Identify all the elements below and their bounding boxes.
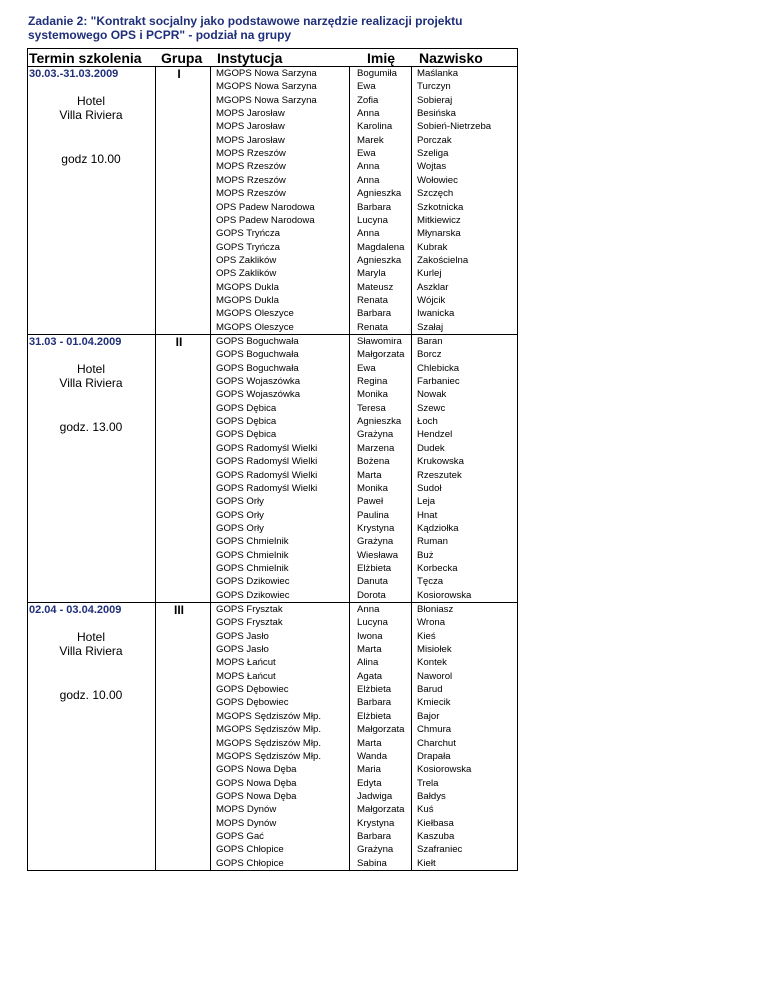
participant-row [27, 80, 518, 93]
institution-cell: MGOPS Sędziszów Młp. [216, 710, 322, 722]
first-name-cell: Lucyna [357, 617, 388, 629]
participant-row [27, 643, 518, 656]
last-name-cell: Baran [417, 336, 443, 347]
institution-cell: MOPS Łańcut [216, 657, 276, 669]
last-name-cell: Błoniasz [417, 604, 454, 615]
header-group: Grupa [161, 50, 203, 66]
institution-cell: GOPS Radomyśl Wielki [216, 442, 318, 454]
first-name-cell: Marta [357, 469, 382, 481]
participant-row [27, 174, 518, 187]
participant-row [27, 817, 518, 830]
last-name-cell: Turczyn [417, 81, 451, 93]
first-name-cell: Maria [357, 764, 381, 776]
last-name-cell: Buż [417, 549, 434, 561]
training-place: Hotel Villa Riviera [59, 94, 123, 122]
table-header [27, 48, 518, 67]
institution-cell: GOPS Gać [216, 830, 264, 842]
institution-cell: MGOPS Oleszyce [216, 308, 294, 320]
last-name-cell: Kmiecik [417, 697, 451, 709]
last-name-cell: Mitkiewicz [417, 214, 461, 226]
group-table [27, 48, 518, 871]
participant-row [27, 723, 518, 736]
institution-cell: GOPS Boguchwała [216, 349, 299, 361]
first-name-cell: Barbara [357, 830, 392, 842]
participant-row [27, 375, 518, 388]
last-name-cell: Hendzel [417, 429, 453, 441]
last-name-cell: Kiełt [417, 857, 436, 869]
last-name-cell: Borcz [417, 349, 442, 361]
participant-row [27, 575, 518, 588]
participant-row [27, 67, 518, 80]
participant-row [27, 750, 518, 763]
last-name-cell: Charchut [417, 737, 456, 749]
training-place: Hotel Villa Riviera [59, 362, 123, 390]
training-time: godz. 13.00 [59, 420, 123, 434]
participant-row [27, 94, 518, 107]
last-name-cell: Chlebicka [417, 362, 460, 374]
institution-cell: OPS Padew Narodowa [216, 214, 315, 226]
institution-cell: GOPS Chmielnik [216, 549, 289, 561]
last-name-cell: Kosiorowska [417, 764, 472, 776]
participant-row [27, 603, 518, 616]
institution-cell: GOPS Chłopice [216, 857, 284, 869]
first-name-cell: Monika [357, 482, 388, 494]
last-name-cell: Drapała [417, 750, 451, 762]
participant-row [27, 241, 518, 254]
participant-row [27, 670, 518, 683]
last-name-cell: Zakościelna [417, 254, 469, 266]
first-name-cell: Małgorzata [357, 804, 405, 816]
participant-row [27, 267, 518, 280]
first-name-cell: Renata [357, 294, 388, 306]
last-name-cell: Dudek [417, 442, 445, 454]
first-name-cell: Dorota [357, 589, 386, 601]
first-name-cell: Grażyna [357, 429, 394, 441]
participant-row [27, 120, 518, 133]
last-name-cell: Wrona [417, 617, 446, 629]
institution-cell: MGOPS Nowa Sarzyna [216, 81, 317, 93]
last-name-cell: Szeliga [417, 148, 449, 160]
last-name-cell: Tęcza [417, 576, 444, 588]
group-block [27, 66, 518, 335]
last-name-cell: Kaszuba [417, 830, 455, 842]
participant-row [27, 281, 518, 294]
document-title: Zadanie 2: "Kontrakt socjalny jako podstawowe narzędzie realizacji projektu systemowego OPS i PCPR" - podział na grupy [28, 14, 463, 42]
last-name-cell: Wojtas [417, 161, 447, 173]
first-name-cell: Zofia [357, 94, 379, 106]
last-name-cell: Kieś [417, 630, 436, 642]
institution-cell: MOPS Dynów [216, 817, 277, 829]
first-name-cell: Wiesława [357, 549, 399, 561]
first-name-cell: Marek [357, 134, 384, 146]
participant-row [27, 549, 518, 562]
participant-row [27, 683, 518, 696]
first-name-cell: Małgorzata [357, 724, 405, 736]
first-name-cell: Renata [357, 321, 388, 333]
first-name-cell: Marzena [357, 442, 395, 454]
first-name-cell: Danuta [357, 576, 388, 588]
institution-cell: MGOPS Dukla [216, 294, 279, 306]
participant-row [27, 830, 518, 843]
first-name-cell: Elżbieta [357, 684, 392, 696]
institution-cell: GOPS Boguchwała [216, 362, 299, 374]
first-name-cell: Krystyna [357, 522, 395, 534]
institution-cell: MOPS Łańcut [216, 670, 276, 682]
participant-row [27, 763, 518, 776]
first-name-cell: Paulina [357, 509, 390, 521]
last-name-cell: Farbaniec [417, 376, 460, 388]
institution-cell: GOPS Jasło [216, 630, 269, 642]
participant-row [27, 147, 518, 160]
last-name-cell: Iwanicka [417, 308, 455, 320]
last-name-cell: Kosiorowska [417, 589, 472, 601]
participant-row [27, 455, 518, 468]
first-name-cell: Elżbieta [357, 562, 392, 574]
institution-cell: GOPS Orły [216, 522, 264, 534]
institution-cell: MGOPS Dukla [216, 281, 279, 293]
participant-row [27, 696, 518, 709]
table-border-right [517, 48, 518, 871]
first-name-cell: Ewa [357, 81, 376, 93]
group-block [27, 602, 518, 871]
institution-cell: GOPS Frysztak [216, 604, 283, 615]
last-name-cell: Kiełbasa [417, 817, 454, 829]
participant-row [27, 790, 518, 803]
group-number: II [175, 335, 183, 349]
first-name-cell: Grażyna [357, 536, 394, 548]
first-name-cell: Grażyna [357, 844, 394, 856]
last-name-cell: Sudoł [417, 482, 442, 494]
last-name-cell: Kubrak [417, 241, 448, 253]
first-name-cell: Barbara [357, 308, 392, 320]
last-name-cell: Maślanka [417, 68, 459, 79]
first-name-cell: Maryla [357, 268, 386, 280]
first-name-cell: Krystyna [357, 817, 395, 829]
last-name-cell: Korbecka [417, 562, 458, 574]
institution-cell: OPS Zaklików [216, 254, 277, 266]
last-name-cell: Wójcik [417, 294, 446, 306]
participant-row [27, 843, 518, 856]
institution-cell: GOPS Dzikowiec [216, 576, 290, 588]
first-name-cell: Agata [357, 670, 383, 682]
institution-cell: OPS Padew Narodowa [216, 201, 315, 213]
institution-cell: MOPS Rzeszów [216, 148, 286, 160]
institution-cell: GOPS Radomyśl Wielki [216, 456, 318, 468]
institution-cell: MOPS Rzeszów [216, 188, 286, 200]
participant-row [27, 415, 518, 428]
first-name-cell: Anna [357, 604, 380, 615]
first-name-cell: Agnieszka [357, 254, 402, 266]
participant-row [27, 737, 518, 750]
table-border-left [27, 48, 28, 871]
institution-cell: GOPS Dębica [216, 402, 277, 414]
first-name-cell: Barbara [357, 697, 392, 709]
last-name-cell: Rzeszutek [417, 469, 462, 481]
first-name-cell: Anna [357, 161, 380, 173]
participant-row [27, 335, 518, 348]
institution-cell: GOPS Wojaszówka [216, 376, 301, 388]
institution-cell: MGOPS Sędziszów Młp. [216, 750, 322, 762]
training-term: 30.03.-31.03.2009 [29, 68, 119, 80]
institution-cell: MGOPS Oleszyce [216, 321, 294, 333]
institution-cell: GOPS Dębica [216, 429, 277, 441]
first-name-cell: Karolina [357, 121, 393, 133]
institution-cell: GOPS Chłopice [216, 844, 284, 856]
first-name-cell: Monika [357, 389, 388, 401]
first-name-cell: Ewa [357, 362, 376, 374]
institution-cell: GOPS Dębowiec [216, 697, 289, 709]
participant-row [27, 107, 518, 120]
institution-cell: MGOPS Nowa Sarzyna [216, 94, 317, 106]
institution-cell: GOPS Jasło [216, 644, 269, 656]
first-name-cell: Sabina [357, 857, 387, 869]
participant-row [27, 402, 518, 415]
first-name-cell: Bożena [357, 456, 390, 468]
institution-cell: MOPS Jarosław [216, 134, 285, 146]
participant-row [27, 348, 518, 361]
participant-row [27, 630, 518, 643]
participant-row [27, 469, 518, 482]
institution-cell: GOPS Orły [216, 509, 264, 521]
participant-row [27, 362, 518, 375]
last-name-cell: Kontek [417, 657, 447, 669]
last-name-cell: Porczak [417, 134, 452, 146]
participant-row [27, 589, 518, 602]
institution-cell: GOPS Radomyśl Wielki [216, 469, 318, 481]
participant-row [27, 482, 518, 495]
training-term: 02.04 - 03.04.2009 [29, 604, 122, 616]
first-name-cell: Bogumiła [357, 68, 397, 79]
participant-row [27, 201, 518, 214]
first-name-cell: Anna [357, 108, 380, 120]
training-time: godz. 10.00 [59, 688, 123, 702]
participant-row [27, 616, 518, 629]
last-name-cell: Szałaj [417, 321, 444, 333]
first-name-cell: Sławomira [357, 336, 402, 347]
participant-row [27, 857, 518, 870]
participant-row [27, 214, 518, 227]
institution-cell: GOPS Boguchwała [216, 336, 299, 347]
first-name-cell: Alina [357, 657, 379, 669]
participant-row [27, 777, 518, 790]
institution-cell: GOPS Frysztak [216, 617, 283, 629]
institution-cell: GOPS Dębica [216, 416, 277, 428]
first-name-cell: Elżbieta [357, 710, 392, 722]
participant-row [27, 227, 518, 240]
last-name-cell: Naworol [417, 670, 453, 682]
participant-row [27, 321, 518, 334]
institution-cell: GOPS Nowa Dęba [216, 764, 297, 776]
last-name-cell: Kądziołka [417, 522, 459, 534]
first-name-cell: Regina [357, 376, 388, 388]
institution-cell: OPS Zaklików [216, 268, 277, 280]
last-name-cell: Besińska [417, 108, 456, 120]
first-name-cell: Teresa [357, 402, 386, 414]
institution-cell: GOPS Nowa Dęba [216, 790, 297, 802]
participant-row [27, 495, 518, 508]
last-name-cell: Leja [417, 496, 436, 508]
participant-row [27, 803, 518, 816]
first-name-cell: Wanda [357, 750, 388, 762]
institution-cell: MGOPS Sędziszów Młp. [216, 724, 322, 736]
first-name-cell: Magdalena [357, 241, 405, 253]
first-name-cell: Mateusz [357, 281, 394, 293]
institution-cell: GOPS Tryńcza [216, 241, 280, 253]
participant-row [27, 442, 518, 455]
first-name-cell: Jadwiga [357, 790, 393, 802]
header-term: Termin szkolenia [29, 50, 142, 66]
participant-row [27, 187, 518, 200]
last-name-cell: Chmura [417, 724, 452, 736]
header-first-name: Imię [367, 50, 396, 66]
training-time: godz 10.00 [61, 152, 121, 166]
last-name-cell: Szafraniec [417, 844, 463, 856]
last-name-cell: Ruman [417, 536, 448, 548]
institution-cell: MOPS Jarosław [216, 108, 285, 120]
institution-cell: GOPS Radomyśl Wielki [216, 482, 318, 494]
last-name-cell: Kurlej [417, 268, 442, 280]
training-term: 31.03 - 01.04.2009 [29, 336, 122, 348]
last-name-cell: Szewc [417, 402, 446, 414]
participant-row [27, 562, 518, 575]
last-name-cell: Misiołek [417, 644, 452, 656]
participant-row [27, 428, 518, 441]
last-name-cell: Kuś [417, 804, 434, 816]
first-name-cell: Małgorzata [357, 349, 405, 361]
participant-row [27, 134, 518, 147]
first-name-cell: Agnieszka [357, 188, 402, 200]
first-name-cell: Edyta [357, 777, 382, 789]
institution-cell: MOPS Dynów [216, 804, 277, 816]
last-name-cell: Łoch [417, 416, 438, 428]
participant-row [27, 535, 518, 548]
first-name-cell: Paweł [357, 496, 384, 508]
institution-cell: GOPS Dzikowiec [216, 589, 290, 601]
participant-row [27, 522, 518, 535]
last-name-cell: Wołowiec [417, 174, 458, 186]
participant-row [27, 307, 518, 320]
first-name-cell: Barbara [357, 201, 392, 213]
last-name-cell: Sobieraj [417, 94, 453, 106]
institution-cell: GOPS Chmielnik [216, 536, 289, 548]
participant-row [27, 710, 518, 723]
first-name-cell: Anna [357, 228, 380, 240]
institution-cell: MOPS Rzeszów [216, 161, 286, 173]
institution-cell: GOPS Tryńcza [216, 228, 280, 240]
last-name-cell: Nowak [417, 389, 447, 401]
institution-cell: GOPS Chmielnik [216, 562, 289, 574]
last-name-cell: Młynarska [417, 228, 461, 240]
first-name-cell: Lucyna [357, 214, 388, 226]
last-name-cell: Szkotnicka [417, 201, 464, 213]
group-block [27, 334, 518, 603]
last-name-cell: Krukowska [417, 456, 464, 468]
last-name-cell: Aszklar [417, 281, 449, 293]
last-name-cell: Bałdys [417, 790, 446, 802]
header-institution: Instytucja [217, 50, 283, 66]
first-name-cell: Iwona [357, 630, 383, 642]
institution-cell: MGOPS Nowa Sarzyna [216, 68, 317, 79]
participant-row [27, 160, 518, 173]
first-name-cell: Marta [357, 644, 382, 656]
group-number: I [177, 67, 181, 81]
group-number: III [173, 603, 184, 617]
last-name-cell: Hnat [417, 509, 438, 521]
first-name-cell: Ewa [357, 148, 376, 160]
first-name-cell: Agnieszka [357, 416, 402, 428]
institution-cell: GOPS Orły [216, 496, 264, 508]
first-name-cell: Anna [357, 174, 380, 186]
institution-cell: MGOPS Sędziszów Młp. [216, 737, 322, 749]
last-name-cell: Bajor [417, 710, 440, 722]
institution-cell: MOPS Jarosław [216, 121, 285, 133]
last-name-cell: Sobień-Nietrzeba [417, 121, 492, 133]
institution-cell: GOPS Nowa Dęba [216, 777, 297, 789]
participant-row [27, 254, 518, 267]
participant-row [27, 509, 518, 522]
participant-row [27, 388, 518, 401]
first-name-cell: Marta [357, 737, 382, 749]
participant-row [27, 656, 518, 669]
last-name-cell: Barud [417, 684, 443, 696]
last-name-cell: Trela [417, 777, 439, 789]
header-last-name: Nazwisko [419, 50, 483, 66]
institution-cell: GOPS Dębowiec [216, 684, 289, 696]
participant-row [27, 294, 518, 307]
training-place: Hotel Villa Riviera [59, 630, 123, 658]
last-name-cell: Szczęch [417, 188, 454, 200]
institution-cell: MOPS Rzeszów [216, 174, 286, 186]
institution-cell: GOPS Wojaszówka [216, 389, 301, 401]
